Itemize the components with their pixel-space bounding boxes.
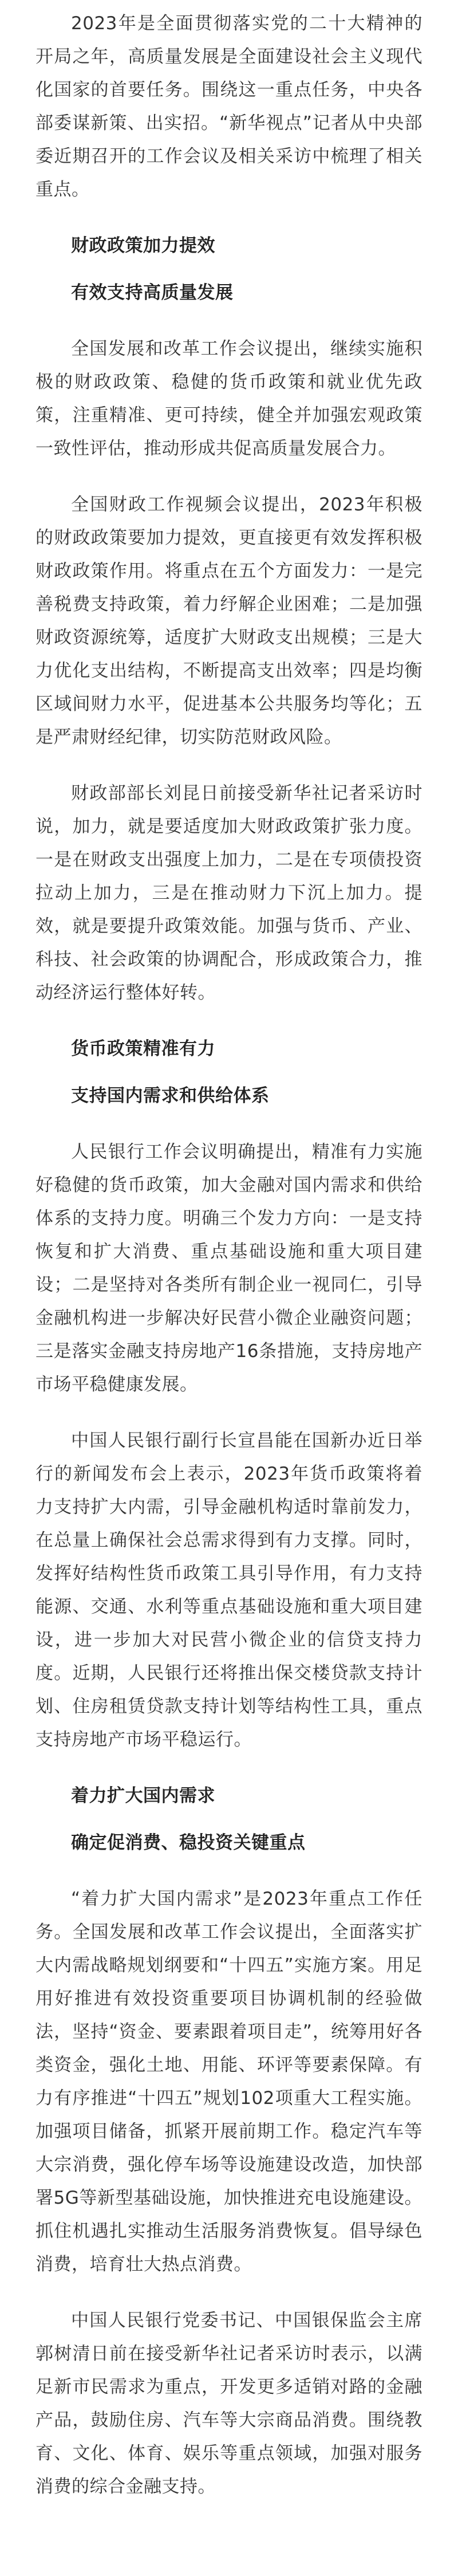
- paragraph: 中国人民银行党委书记、中国银保监会主席郭树清日前在接受新华社记者采访时表示，以满足新市民需求为重点，开发更多适销对路的金融产品，鼓励住房、汽车等大宗商品消费。围绕教育、文化、体育、娱乐等重点领域，加强对服务消费的综合金融支持。: [35, 2310, 423, 2497]
- paragraph: 中国人民银行副行长宣昌能在国新办近日举行的新闻发布会上表示，2023年货币政策将着力支持扩大内需，引导金融机构适时靠前发力，在总量上确保社会总需求得到有力支撑。同时，发挥好结构性货币政策工具引导作用，有力支持能源、交通、水利等重点基础设施和重大项目建设，进一步加大对民营小微企业的信贷支持力度。近期，人民银行还将推出保交楼贷款支持计划、住房租赁贷款支持计划等结构性工具，重点支持房地产市场平稳运行。: [35, 1430, 423, 1750]
- paragraph: 人民银行工作会议明确提出，精准有力实施好稳健的货币政策，加大金融对国内需求和供给体系的支持力度。明确三个发力方向：一是支持恢复和扩大消费、重点基础设施和重大项目建设；二是坚持对各类所有制企业一视同仁，引导金融机构进一步解决好民营小微企业融资问题；三是落实金融支持房地产16条措施，支持房地产市场平稳健康发展。: [35, 1142, 423, 1395]
- section-3-subheading: 确定促消费、稳投资关键重点: [71, 1832, 306, 1853]
- section-2-subheading: 支持国内需求和供给体系: [71, 1086, 270, 1106]
- section-1-subheading: 有效支持高质量发展: [71, 282, 234, 303]
- paragraph: 全国发展和改革工作会议提出，继续实施积极的财政政策、稳健的货币政策和就业优先政策，注重精准、更可持续，健全并加强宏观政策一致性评估，推动形成共促高质量发展合力。: [35, 339, 423, 459]
- intro-paragraph: 2023年是全面贯彻落实党的二十大精神的开局之年，高质量发展是全面建设社会主义现代化国家的首要任务。围绕这一重点任务，中央各部委谋新策、出实招。“新华视点”记者从中央部委近期召开的工作会议及相关采访中梳理了相关重点。: [35, 13, 423, 200]
- section-2-heading: 货币政策精准有力: [71, 1039, 215, 1059]
- paragraph: 财政部部长刘昆日前接受新华社记者采访时说，加力，就是要适度加大财政政策扩张力度。一是在财政支出强度上加力，二是在专项债投资拉动上加力，三是在推动财力下沉上加力。提效，就是要提升政策效能。加强与货币、产业、科技、社会政策的协调配合，形成政策合力，推动经济运行整体好转。: [35, 783, 423, 1003]
- section-1-heading: 财政政策加力提效: [71, 235, 215, 256]
- section-3-heading: 着力扩大国内需求: [71, 1785, 215, 1806]
- paragraph: 全国财政工作视频会议提出，2023年积极的财政政策要加力提效，更直接更有效发挥积极财政政策作用。将重点在五个方面发力：一是完善税费支持政策，着力纾解企业困难；二是加强财政资源统筹，适度扩大财政支出规模；三是大力优化支出结构，不断提高支出效率；四是均衡区域间财力水平，促进基本公共服务均等化；五是严肃财经纪律，切实防范财政风险。: [35, 494, 423, 748]
- paragraph: “着力扩大国内需求”是2023年重点工作任务。全国发展和改革工作会议提出，全面落实扩大内需战略规划纲要和“十四五”实施方案。用足用好推进有效投资重要项目协调机制的经验做法，坚持“资金、要素跟着项目走”，统筹用好各类资金，强化土地、用能、环评等要素保障。有力有序推进“十四五”规划102项重大工程实施。加强项目储备，抓紧开展前期工作。稳定汽车等大宗消费，强化停车场等设施建设改造，加快部署5G等新型基础设施，加快推进充电设施建设。抓住机遇扎实推动生活服务消费恢复。倡导绿色消费，培育壮大热点消费。: [35, 1889, 423, 2275]
